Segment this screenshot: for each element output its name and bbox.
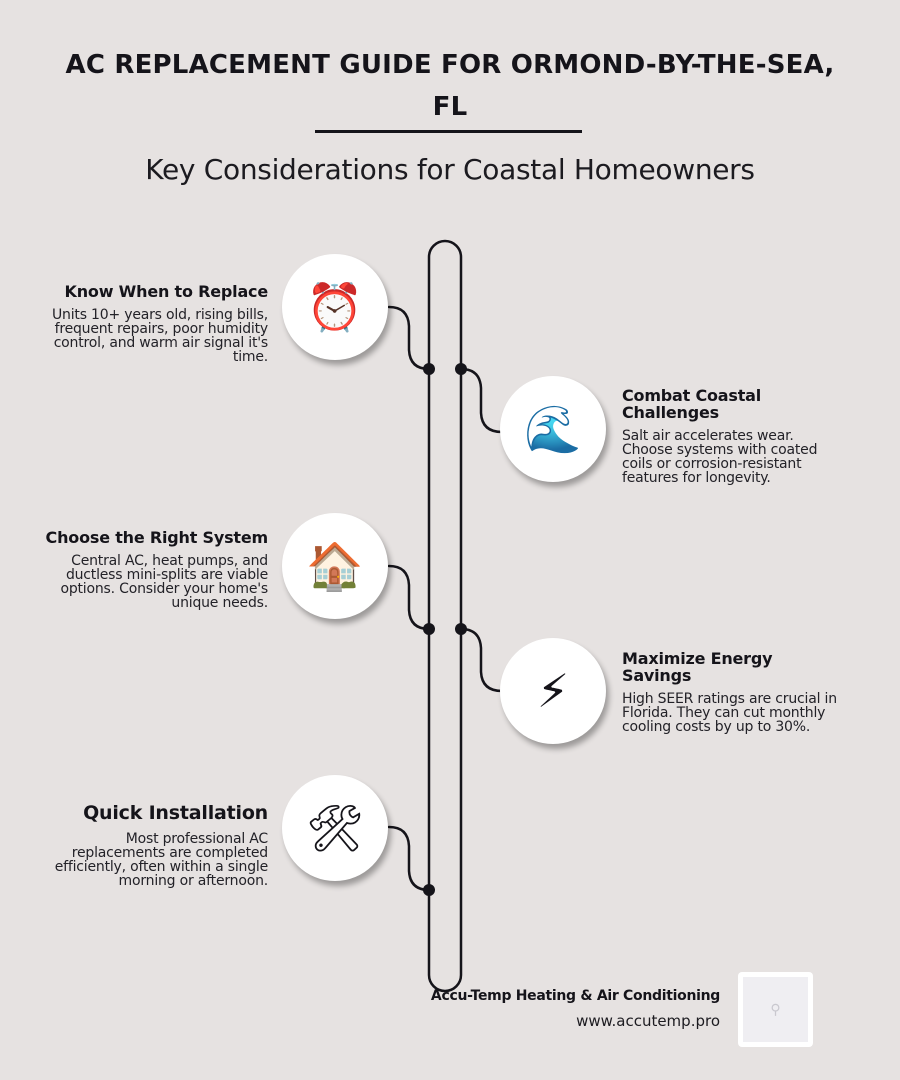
page-subtitle: Key Considerations for Coastal Homeowners — [145, 153, 755, 186]
item-description: Most professional AC replacements are completed efficiently, often within a single morning or afternoon. — [54, 831, 268, 889]
item-description: High SEER ratings are crucial in Florida. They can cut monthly cooling costs by up to 30%. — [622, 691, 837, 735]
item-heading: Combat Coastal Challenges — [622, 386, 762, 422]
item-description: Units 10+ years old, rising bills, frequent repairs, poor humidity control, and warm air signal it's time. — [52, 307, 268, 365]
lightning-bolt-icon: ⚡ — [536, 664, 570, 718]
icon-circle-wave — [500, 376, 606, 482]
timeline-item-maximize-energy-savings — [622, 650, 842, 734]
page-title: AC REPLACEMENT GUIDE FOR ORMOND-BY-THE-SEA, FL — [65, 50, 835, 122]
house-icon: 🏠 — [306, 539, 364, 593]
item-description: Salt air accelerates wear. Choose systems with coated coils or corrosion-resistant features for longevity. — [622, 428, 818, 486]
water-wave-icon: 🌊 — [524, 402, 582, 456]
icon-circle-lightning — [500, 638, 606, 744]
company-website-link[interactable]: www.accutemp.pro — [576, 1012, 720, 1030]
icon-circle-alarm-clock — [282, 254, 388, 360]
item-heading: Choose the Right System — [45, 528, 268, 547]
alarm-clock-icon: ⏰ — [306, 280, 364, 334]
timeline-item-combat-coastal-challenges — [622, 387, 842, 485]
item-heading: Maximize Energy Savings — [622, 649, 773, 685]
icon-circle-tools — [282, 775, 388, 881]
item-description: Central AC, heat pumps, and ductless mini-splits are viable options. Consider your home's unique needs. — [60, 553, 268, 611]
item-heading: Quick Installation — [83, 802, 268, 824]
timeline-item-choose-the-right-system — [42, 529, 268, 610]
company-name: Accu-Temp Heating & Air Conditioning — [430, 988, 720, 1004]
title-underline-divider — [315, 130, 582, 133]
item-heading: Know When to Replace — [64, 282, 268, 301]
company-logo — [738, 972, 813, 1047]
icon-circle-house — [282, 513, 388, 619]
timeline-item-know-when-to-replace — [42, 283, 268, 364]
hammer-and-wrench-icon: 🛠 — [305, 801, 365, 855]
timeline-item-quick-installation — [42, 802, 268, 888]
logo-placeholder-icon: ⚲ — [743, 977, 808, 1042]
